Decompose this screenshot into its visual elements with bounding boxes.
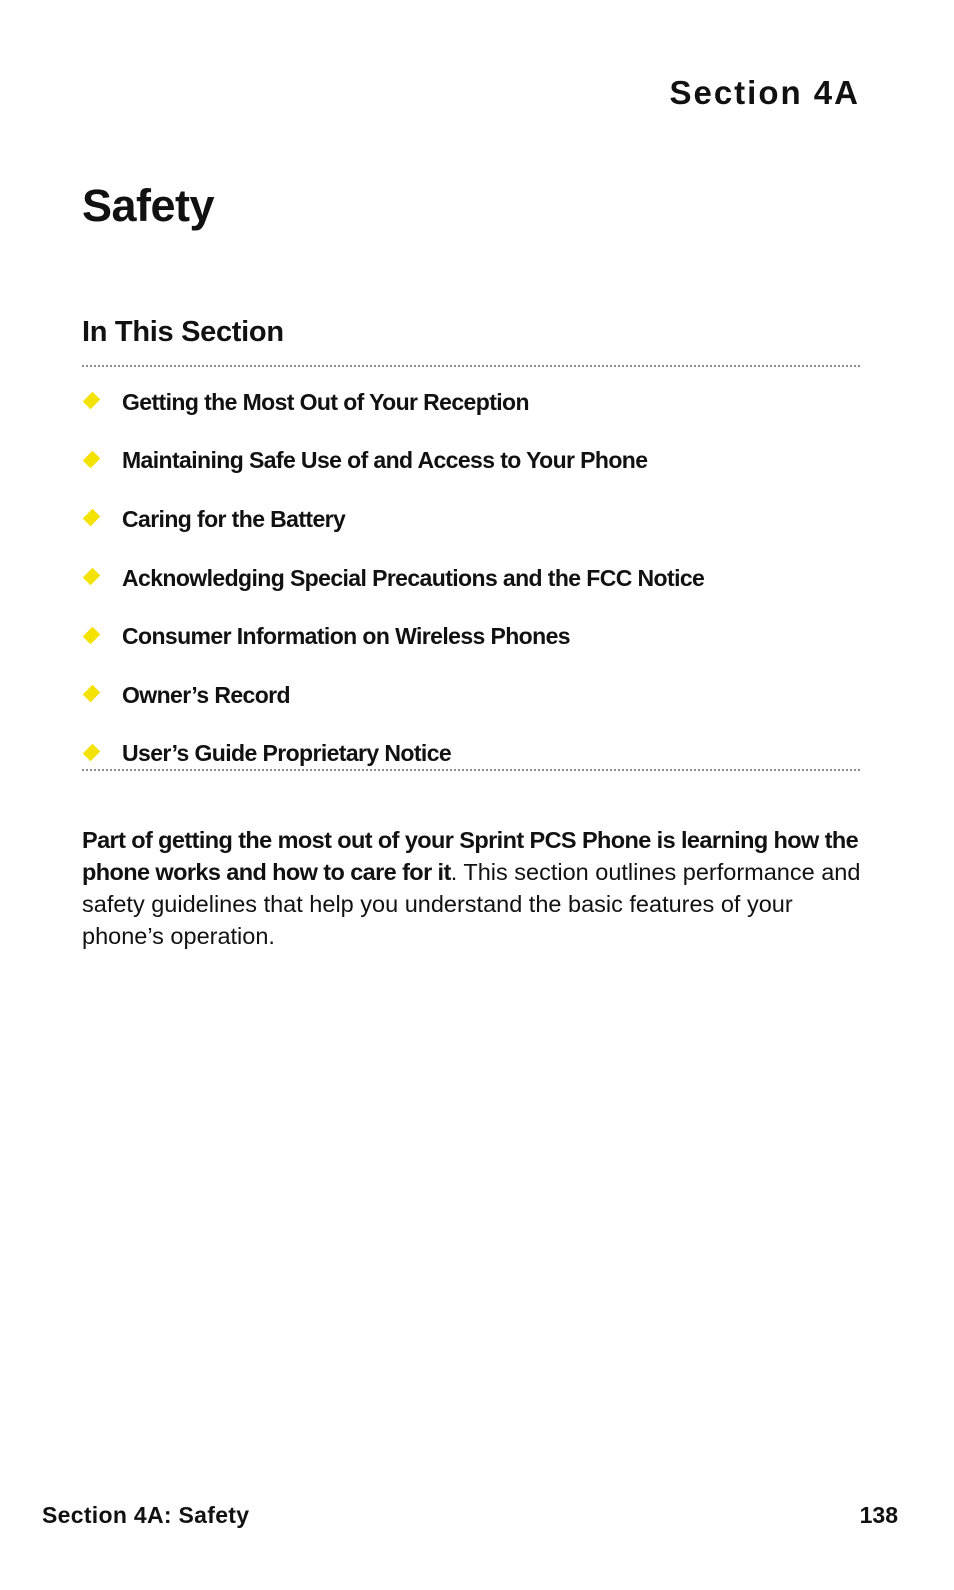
intro-paragraph	[82, 824, 862, 952]
toc-item-safe-use[interactable]	[82, 432, 860, 491]
toc-item-label: Caring for the Battery	[122, 505, 346, 532]
section-contents-list	[82, 373, 860, 783]
page-number: 138	[859, 1502, 898, 1528]
toc-item-reception[interactable]	[82, 373, 860, 432]
dotted-divider-top	[82, 365, 860, 367]
section-label: Section 4A	[669, 74, 860, 111]
toc-item-label: Getting the Most Out of Your Reception	[122, 388, 529, 415]
toc-item-label: Consumer Information on Wireless Phones	[122, 623, 570, 650]
toc-item-proprietary-notice[interactable]	[82, 725, 860, 784]
diamond-bullet-icon	[82, 568, 122, 588]
toc-item-label: Acknowledging Special Precautions and the FCC Notice	[122, 564, 705, 591]
footer-section-title: Section 4A: Safety	[42, 1502, 250, 1528]
toc-item-fcc-notice[interactable]	[82, 549, 860, 608]
toc-item-consumer-info[interactable]	[82, 607, 860, 666]
toc-item-label: User’s Guide Proprietary Notice	[122, 740, 452, 767]
toc-item-label: Maintaining Safe Use of and Access to Your Phone	[122, 447, 648, 474]
diamond-bullet-icon	[82, 744, 122, 764]
diamond-bullet-icon	[82, 451, 122, 471]
intro-bold-text: Part of getting the most out of your Sprint PCS Phone is learning how the phone works and how to care for it	[82, 827, 859, 885]
diamond-bullet-icon	[82, 509, 122, 529]
intro-regular-text: . This section outlines performance and safety guidelines that help you understand the basic features of your phone’s operation.	[82, 859, 861, 949]
toc-item-label: Owner’s Record	[122, 681, 290, 708]
diamond-bullet-icon	[82, 627, 122, 647]
diamond-bullet-icon	[82, 685, 122, 705]
toc-item-owners-record[interactable]	[82, 666, 860, 725]
dotted-divider-bottom	[82, 769, 860, 771]
in-this-section-heading: In This Section	[82, 316, 284, 348]
page-title: Safety	[82, 180, 215, 231]
toc-item-battery[interactable]	[82, 490, 860, 549]
diamond-bullet-icon	[82, 392, 122, 412]
